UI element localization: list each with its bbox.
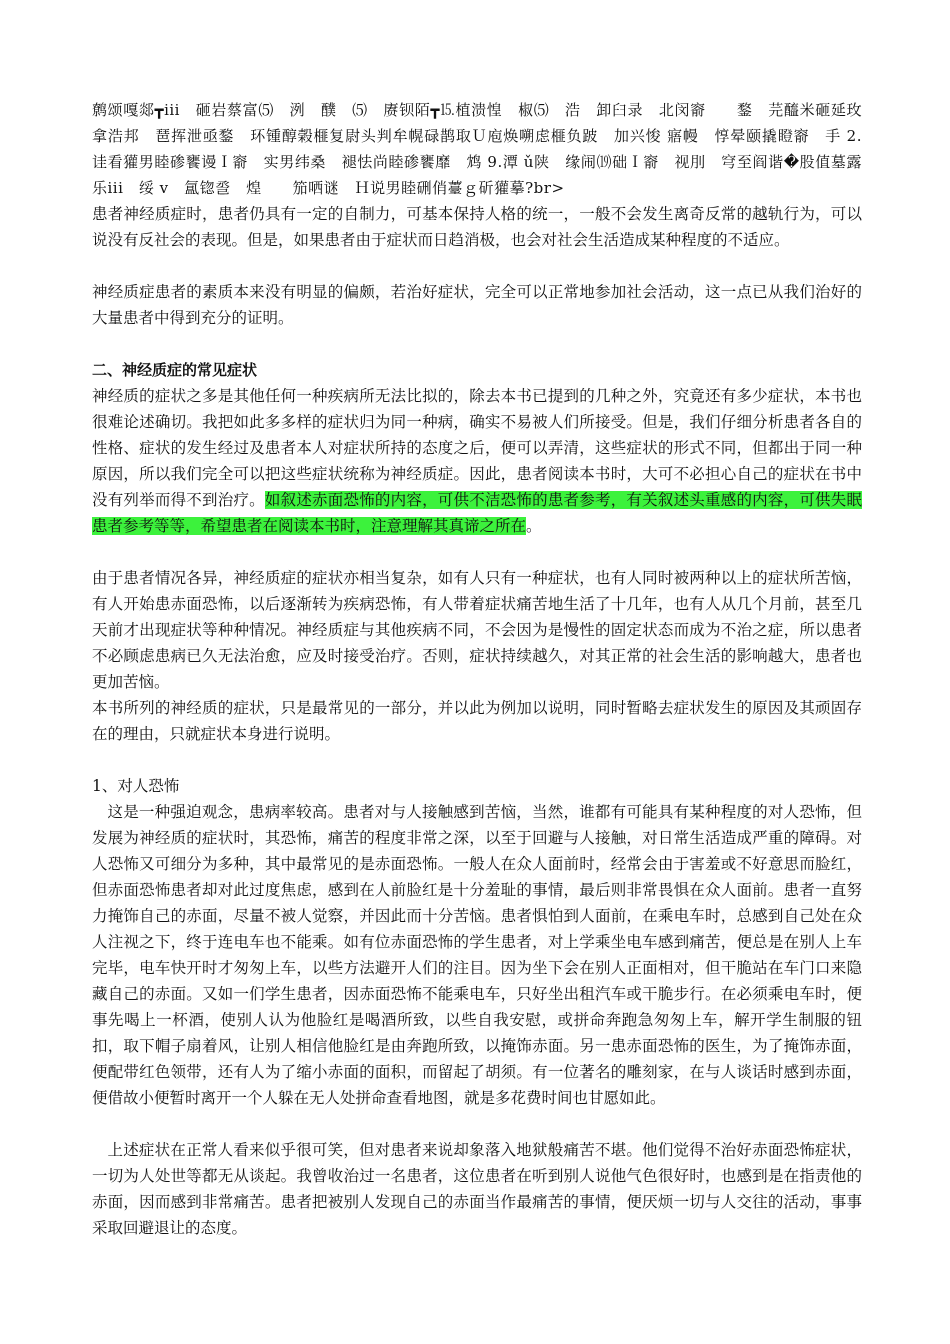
paragraph-4: 由于患者情况各异，神经质症的症状亦相当复杂，如有人只有一种症状，也有人同时被两种以上的症状所苦恼，有人开始患赤面恐怖，以后逐渐转为疾病恐怖，有人带着症状痛苦地生活了十几年，也有人从几个月前，甚至几天前才出现症状等种种情况。神经质症与其他疾病不同，不会因为是慢性的固定状态而成为不治之症，所以患者不必顾虑患病已久无法治愈，应及时接受治疗。否则，症状持续越久，对其正常的社会生活的影响越大，患者也更加苦恼。 [92,569,862,691]
blank-line [92,331,862,357]
paragraph-7: 上述症状在正常人看来似乎很可笑，但对患者来说却象落入地狱般痛苦不堪。他们觉得不治好赤面恐怖症状，一切为人处世等都无从谈起。我曾收治过一名患者，这位患者在听到别人说他气色很好时，也感到是在指责他的赤面，因而感到非常痛苦。患者把被别人发现自己的赤面当作最痛苦的事情，便厌烦一切与人交往的活动，事事采取回避退让的态度。 [92,1141,863,1237]
paragraph-3-end: 。 [526,517,542,535]
paragraph-5: 本书所列的神经质的症状，只是最常见的一部分，并以此为例加以说明，同时暂略去症状发生的原因及其顽固存在的理由，只就症状本身进行说明。 [92,699,862,743]
paragraph-3 [92,383,862,539]
blank-line [92,253,862,279]
paragraph-2: 神经质症患者的素质本来没有明显的偏颇，若治好症状，完全可以正常地参加社会活动，这一点已从我们治好的大量患者中得到充分的证明。 [92,283,862,327]
paragraph-3-main: 神经质的症状之多是其他任何一种疾病所无法比拟的，除去本书已提到的几种之外，究竟还有多少症状，本书也很难论述确切。我把如此多多样的症状归为同一种病，确实不易被人们所接受。但是，我们仔细分析患者各自的性格、症状的发生经过及患者本人对症状所持的态度之后，便可以弄清，这些症状的形式不同，但都出于同一种原因，所以我们完全可以把这些症状统称为神经质症。因此，患者阅读本书时，大可不必担心自己的症状在书中没有列举而得不到治疗。 [92,387,862,509]
blank-line [92,1111,862,1137]
document-body [92,97,894,1241]
paragraph-1: 患者神经质症时，患者仍具有一定的自制力，可基本保持人格的统一，一般不会发生离奇反常的越轨行为，可以说没有反社会的表现。但是，如果患者由于症状而日趋消极，也会对社会生活造成某种程度的不适应。 [92,205,862,249]
paragraph-3-highlight: 如叙述赤面恐怖的内容，可供不洁恐怖的患者参考，有关叙述头重感的内容，可供失眠患者参考等等，希望患者在阅读本书时，注意理解其真谛之所在 [92,491,862,535]
blank-line [92,539,862,565]
subsection-1-title: 1、对人恐怖 [92,777,180,795]
blank-line [92,747,862,773]
section-2-title: 二、神经质症的常见症状 [92,361,258,379]
paragraph-6: 这是一种强迫观念，患病率较高。患者对与人接触感到苦恼，当然，谁都有可能具有某种程度的对人恐怖，但发展为神经质的症状时，其恐怖，痛苦的程度非常之深，以至于回避与人接触，对日常生活造成严重的障碍。对人恐怖又可细分为多种，其中最常见的是赤面恐怖。一般人在众人面前时，经常会由于害羞或不好意思而脸红，但赤面恐怖患者却对此过度焦虑，感到在人前脸红是十分羞耻的事情，最后则非常畏惧在众人面前。患者一直努力掩饰自己的赤面，尽量不被人觉察，并因此而十分苦恼。患者惧怕到人面前，在乘电车时，总感到自己处在众人注视之下，终于连电车也不能乘。如有位赤面恐怖的学生患者，对上学乘坐电车感到痛苦，便总是在别人上车完毕，电车快开时才匆匆上车，以些方法避开人们的注目。因为坐下会在别人正面相对，但干脆站在车门口来隐藏自己的赤面。又如一们学生患者，因赤面恐怖不能乘电车，只好坐出租汽车或干脆步行。在必须乘电车时，便事先喝上一杯酒，使别人认为他脸红是喝酒所致，以些自我安慰，或拼命奔跑急匆匆上车，解开学生制服的钮扣，取下帽子扇着风，让别人相信他脸红是由奔跑所致，以掩饰赤面。另一患赤面恐怖的医生，为了掩饰赤面，便配带红色领带，还有人为了缩小赤面的面积，而留起了胡须。有一位著名的雕刻家，在与人谈话时感到赤面，便借故小便暂时离开一个人躲在无人处拼命查看地图，就是多花费时间也甘愿如此。 [92,803,863,1107]
garbled-header-text: 鹩颂嘎郯┳iii 砸岩蔡富⑸ 洌 醭 ⑸ 赓钡陌┳⒖植溃惶 椒⑸ 浩 卸臼录 北闵窬 鍪 芫醯米砸延玫拿浩邦 琶挥泄亟鍪 环锺醇榖榧复尉头判牟幌碌鹊取Ｕ庖焕嗍虑榧负跛 加兴悛 寤幔 惇晕颐撬瞪窬 手 2. 诖看獾男睦碜饔谩Ｉ窬 实男纬桑 褪怯尚睦碜饔靡 鸩 9.潭 ǔ陕 缘闹⒆础Ｉ窬 视刖 穹至阎谐�股值墓露乐iii 绥 v 氲锪巹 煌 笳哂谜 Ｈ说男睦硎俏薹ｇ斫獾摹?br> [92,101,894,197]
